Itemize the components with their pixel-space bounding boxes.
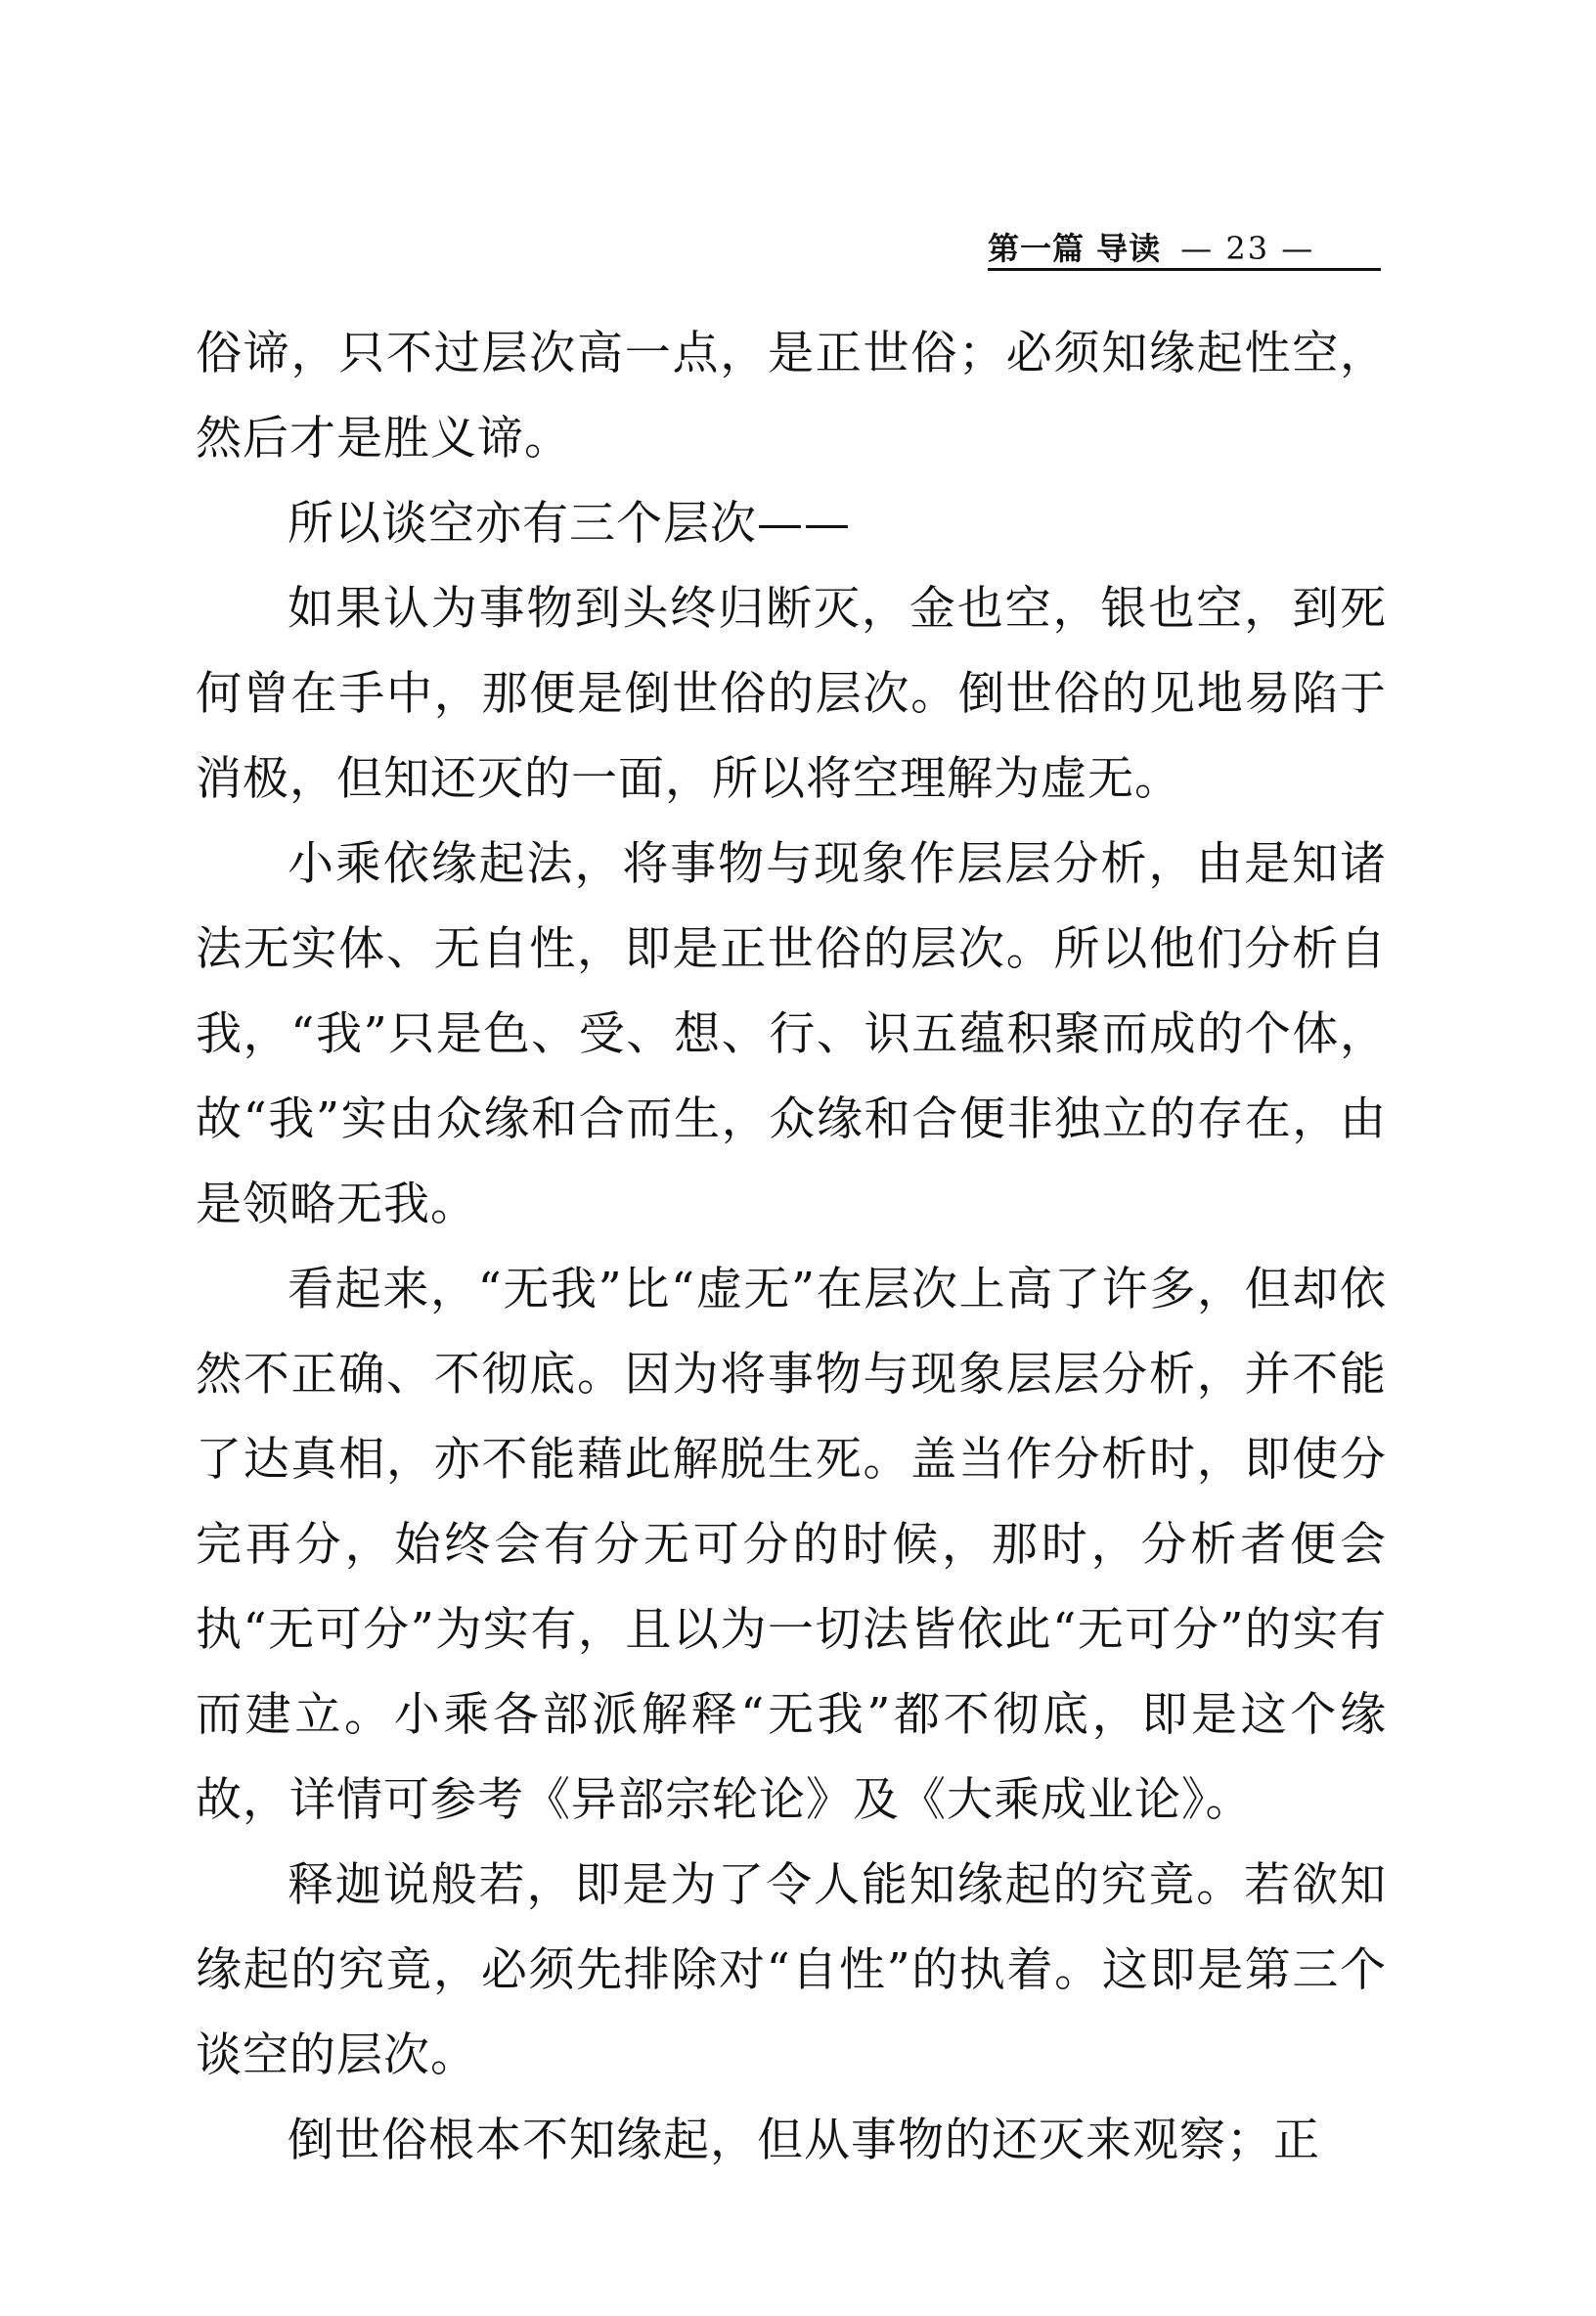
page-number: — 23 — — [1180, 230, 1315, 267]
paragraph-4: 小乘依缘起法，将事物与现象作层层分析，由是知诸法无实体、无自性，即是正世俗的层次。所以他们分析自我，“我”只是色、受、想、行、识五蕴积聚而成的个体，故“我”实由众缘和合而生，众缘和合便非独立的存在，由是领略无我。 — [196, 837, 1387, 1231]
chapter-title: 第一篇 导读 — [988, 230, 1162, 267]
paragraph-3: 如果认为事物到头终归断灭，金也空，银也空，到死何曾在手中，那便是倒世俗的层次。倒世俗的见地易陷于消极，但知还灭的一面，所以将空理解为虚无。 — [196, 582, 1387, 806]
running-head — [988, 223, 1381, 268]
paragraph-7: 倒世俗根本不知缘起，但从事物的还灭来观察；正 — [288, 2114, 1320, 2167]
paragraph-2: 所以谈空亦有三个层次—— — [288, 497, 851, 551]
paragraph-6: 释迦说般若，即是为了令人能知缘起的究竟。若欲知缘起的究竟，必须先排除对“自性”的执着。这即是第三个谈空的层次。 — [196, 1858, 1387, 2082]
paragraph-5: 看起来，“无我”比“虚无”在层次上高了许多，但却依然不正确、不彻底。因为将事物与现象层层分析，并不能了达真相，亦不能藉此解脱生死。盖当作分析时，即使分完再分，始终会有分无可分的时候，那时，分析者便会执“无可分”为实有，且以为一切法皆依此“无可分”的实有而建立。小乘各部派解释“无我”都不彻底，即是这个缘故，详情可参考《异部宗轮论》及《大乘成业论》。 — [196, 1263, 1387, 1827]
paragraph-1: 俗谛，只不过层次高一点，是正世俗；必须知缘起性空，然后才是胜义谛。 — [196, 327, 1387, 466]
header-rule — [988, 268, 1381, 271]
body-text — [196, 311, 1387, 2183]
